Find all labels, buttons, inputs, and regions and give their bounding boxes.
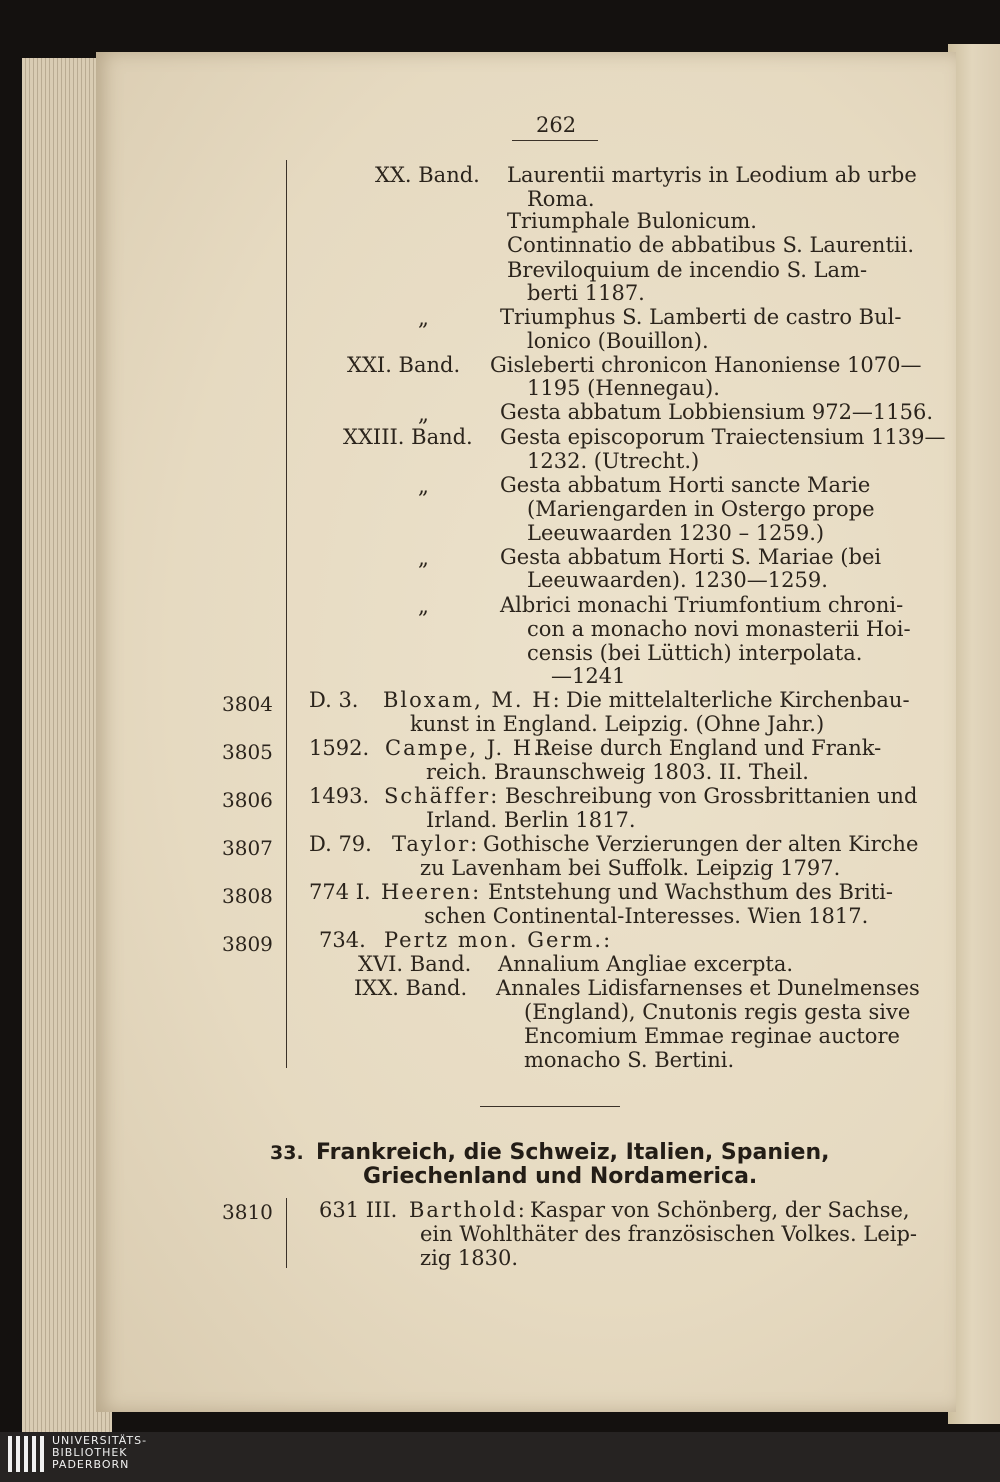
band-label: XXIII. Band. [343, 425, 473, 449]
text-line: Irland. Berlin 1817. [426, 808, 636, 832]
text-line: Gesta episcoporum Traiectensium 1139— [500, 425, 946, 449]
entry-number: 3806 [222, 788, 273, 812]
text-line: (Mariengarden in Ostergo prope [527, 497, 875, 521]
section-number: 33. [270, 1142, 304, 1164]
band-label: XVI. Band. [358, 952, 472, 976]
text-line: schen Continental-Interesses. Wien 1817. [424, 904, 869, 928]
section-title-continued: Griechenland und Nordamerica. [363, 1164, 758, 1189]
text-line: Reise durch England und Frank- [535, 736, 882, 760]
text-line: zig 1830. [420, 1246, 519, 1270]
text-line: zu Lavenham bei Suffolk. Leipzig 1797. [420, 856, 841, 880]
text-line: Entstehung und Wachsthum des Briti- [488, 880, 893, 904]
author: Schäffer: [384, 784, 500, 808]
shelf-mark: 1592. [309, 736, 370, 760]
shelf-mark: 631 III. [319, 1198, 398, 1222]
shelf-mark: D. 79. [309, 832, 372, 856]
author: Campe, J. H.: [385, 736, 551, 760]
author: Pertz mon. Germ.: [384, 928, 613, 952]
text-line: Die mittelalterliche Kirchenbau- [566, 688, 910, 712]
text-line: Triumphus S. Lamberti de castro Bul- [500, 305, 902, 329]
ditto-mark: „ [418, 546, 429, 570]
text-line: 1232. (Utrecht.) [527, 449, 700, 473]
shelf-mark: D. 3. [309, 688, 359, 712]
text-line: Annales Lidisfarnenses et Dunelmenses [496, 976, 920, 1000]
text-line: lonico (Bouillon). [527, 329, 709, 353]
band-label: XXI. Band. [347, 353, 461, 377]
text-line: Albrici monachi Triumfontium chroni- [500, 593, 904, 617]
section-title: Frankreich, die Schweiz, Italien, Spanien, [316, 1140, 830, 1165]
library-logo-icon [8, 1436, 48, 1478]
author: Barthold: [409, 1198, 527, 1222]
text-line: Leeuwaarden 1230 – 1259.) [527, 521, 825, 545]
author: Bloxam, M. H: [383, 688, 562, 712]
shelf-mark: 774 I. [309, 880, 371, 904]
library-footer [0, 1432, 1000, 1482]
text-line: Breviloquium de incendio S. Lam- [507, 258, 868, 282]
text-line: Annalium Angliae excerpta. [498, 952, 794, 976]
ditto-mark: „ [418, 306, 429, 330]
text-line: ein Wohlthäter des französischen Volkes. Leip- [420, 1222, 918, 1246]
shelf-mark: 734. [319, 928, 366, 952]
page-number: 262 [536, 113, 577, 137]
text-line: Kaspar von Schönberg, der Sachse, [530, 1198, 910, 1222]
entry-number: 3809 [222, 932, 273, 956]
text-line: —1241 [551, 664, 626, 688]
text-line: monacho S. Bertini. [524, 1048, 735, 1072]
text-line: kunst in England. Leipzig. (Ohne Jahr.) [410, 712, 825, 736]
text-line: censis (bei Lüttich) interpolata. [527, 641, 863, 665]
band-label: IXX. Band. [354, 976, 468, 1000]
text-line: Gesta abbatum Lobbiensium 972—1156. [500, 400, 934, 424]
column-rule [286, 160, 287, 1068]
author: Heeren: [381, 880, 482, 904]
text-line: Laurentii martyris in Leodium ab urbe [507, 163, 917, 187]
text-line: Triumphale Bulonicum. [507, 209, 757, 233]
text-line: con a monacho novi monasterii Hoi- [527, 617, 911, 641]
text-line: Gesta abbatum Horti sancte Marie [500, 473, 871, 497]
text-line: Gesta abbatum Horti S. Mariae (bei [500, 545, 882, 569]
ditto-mark: „ [418, 402, 429, 426]
text-line: berti 1187. [527, 281, 645, 305]
section-separator [480, 1106, 620, 1107]
library-name-line: UNIVERSITÄTS- [52, 1434, 148, 1447]
author: Taylor: [392, 832, 480, 856]
text-line: Leeuwaarden). 1230—1259. [527, 568, 828, 592]
text-line: (England), Cnutonis regis gesta sive [524, 1000, 911, 1024]
text-line: 1195 (Hennegau). [527, 376, 720, 400]
shelf-mark: 1493. [309, 784, 370, 808]
text-line: Gothische Verzierungen der alten Kirche [483, 832, 919, 856]
text-line: Beschreibung von Grossbrittanien und [505, 784, 918, 808]
page-number-rule [512, 140, 598, 141]
text-line: reich. Braunschweig 1803. II. Theil. [426, 760, 809, 784]
entry-number: 3808 [222, 884, 273, 908]
entry-number: 3804 [222, 692, 273, 716]
column-rule [286, 1198, 287, 1268]
entry-number: 3805 [222, 740, 273, 764]
library-name-line: BIBLIOTHEK [52, 1446, 128, 1459]
ditto-mark: „ [418, 474, 429, 498]
entry-number: 3807 [222, 836, 273, 860]
text-line: Gisleberti chronicon Hanoniense 1070— [490, 353, 922, 377]
text-line: Roma. [527, 187, 595, 211]
band-label: XX. Band. [375, 163, 480, 187]
ditto-mark: „ [418, 594, 429, 618]
text-line: Encomium Emmae reginae auctore [524, 1024, 900, 1048]
text-line: Continnatio de abbatibus S. Laurentii. [507, 233, 914, 257]
library-name-line: PADERBORN [52, 1458, 130, 1471]
entry-number: 3810 [222, 1200, 273, 1224]
